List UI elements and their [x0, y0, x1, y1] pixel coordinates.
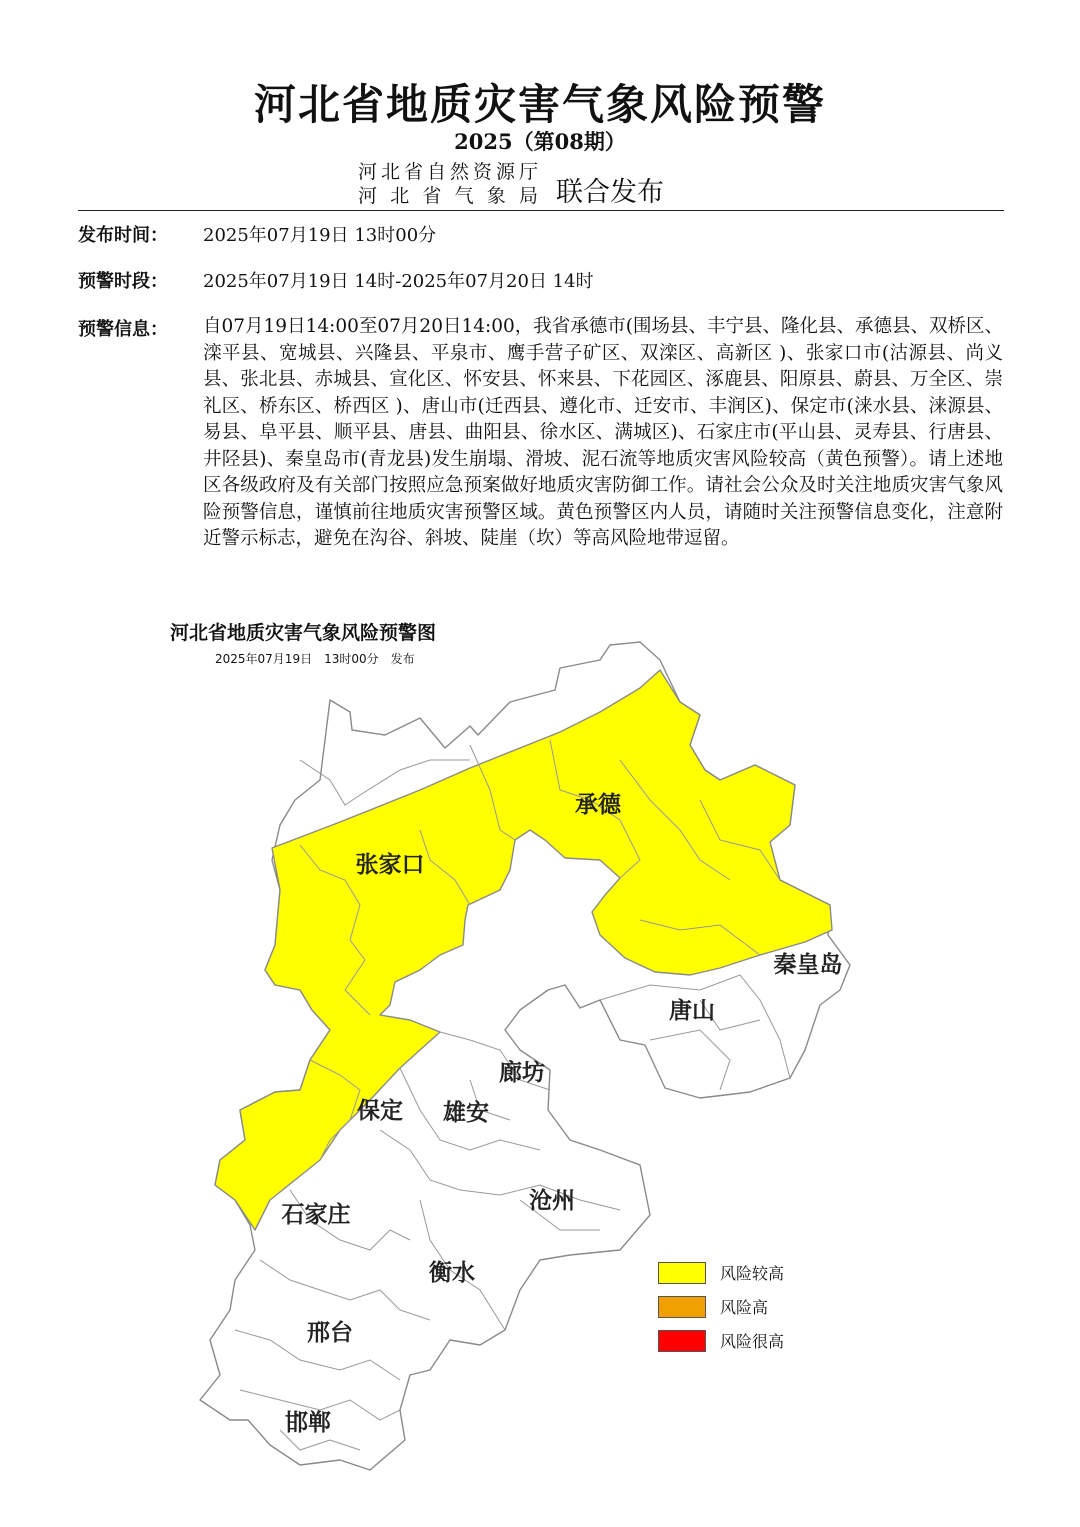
legend-label-very-high: 风险很高 [720, 1332, 785, 1351]
city-label-zhangjiakou: 张家口 [355, 851, 425, 878]
city-label-langfang: 廊坊 [499, 1059, 545, 1086]
legend-swatch-relatively-high [658, 1262, 706, 1284]
city-label-hengshui: 衡水 [429, 1259, 475, 1286]
map-date: 2025年07月19日 13时00分 发布 [215, 652, 415, 666]
city-label-baoding: 保定 [357, 1097, 403, 1124]
city-label-qinhuangdao: 秦皇岛 [773, 951, 843, 978]
city-label-handan: 邯郸 [285, 1409, 331, 1436]
agency-natural-resources: 河北省自然资源厅 [358, 161, 538, 183]
warning-info-text: 自07月19日14:00至07月20日14:00，我省承德市(围场县、丰宁县、隆化县、承德县、双桥区、滦平县、宽城县、兴隆县、平泉市、鹰手营子矿区、双滦区、高新区 )、张家口市(沽源县、尚义县、张北县、赤城县、宣化区、怀安县、怀来县、下花园区、涿鹿县、阳原县、蔚县、万全区、崇礼区、桥东区、桥西区 )、唐山市(迁西县、遵化市、迁安市、丰润区)、保定市(涞水县、涞源县、易县、阜平县、顺平县、唐县、曲阳县、徐水区、满城区)、石家庄市(平山县、灵寿县、行唐县、井陉县)、秦皇岛市(青龙县)发生崩塌、滑坡、泥石流等地质灾害风险较高（黄色预警）。请上述地区各级政府及有关部门按照应急预案做好地质灾害防御工作。请社会公众及时关注地质灾害气象风险预警信息，谨慎前往地质灾害预警区域。黄色预警区内人员，请随时关注预警信息变化，注意附近警示标志，避免在沟谷、斜坡、陡崖（坎）等高风险地带逗留。 [203, 316, 1004, 549]
issue-number: 2025（第08期） [454, 129, 626, 154]
warning-period-label: 预警时段： [78, 271, 168, 292]
city-label-xingtai: 邢台 [307, 1319, 353, 1346]
page-title: 河北省地质灾害气象风险预警 [253, 80, 826, 129]
warning-period-value: 2025年07月19日 14时-2025年07月20日 14时 [203, 271, 594, 292]
legend-label-high: 风险高 [720, 1298, 769, 1317]
city-label-shijiazhuang: 石家庄 [281, 1201, 351, 1228]
agency-meteorology: 河北省气象局 [358, 185, 538, 207]
joint-release-label: 联合发布 [556, 177, 664, 208]
map-title: 河北省地质灾害气象风险预警图 [170, 622, 437, 644]
legend-swatch-very-high [658, 1330, 706, 1352]
city-label-xiongan: 雄安 [443, 1099, 489, 1126]
warning-info-label: 预警信息： [78, 319, 168, 340]
release-time-value: 2025年07月19日 13时00分 [203, 225, 437, 246]
legend-swatch-high [658, 1296, 706, 1318]
city-label-chengde: 承德 [575, 791, 621, 818]
legend-label-relatively-high: 风险较高 [720, 1264, 785, 1283]
city-label-tangshan: 唐山 [669, 997, 715, 1024]
city-label-cangzhou: 沧州 [529, 1187, 575, 1214]
release-time-label: 发布时间： [78, 225, 168, 246]
